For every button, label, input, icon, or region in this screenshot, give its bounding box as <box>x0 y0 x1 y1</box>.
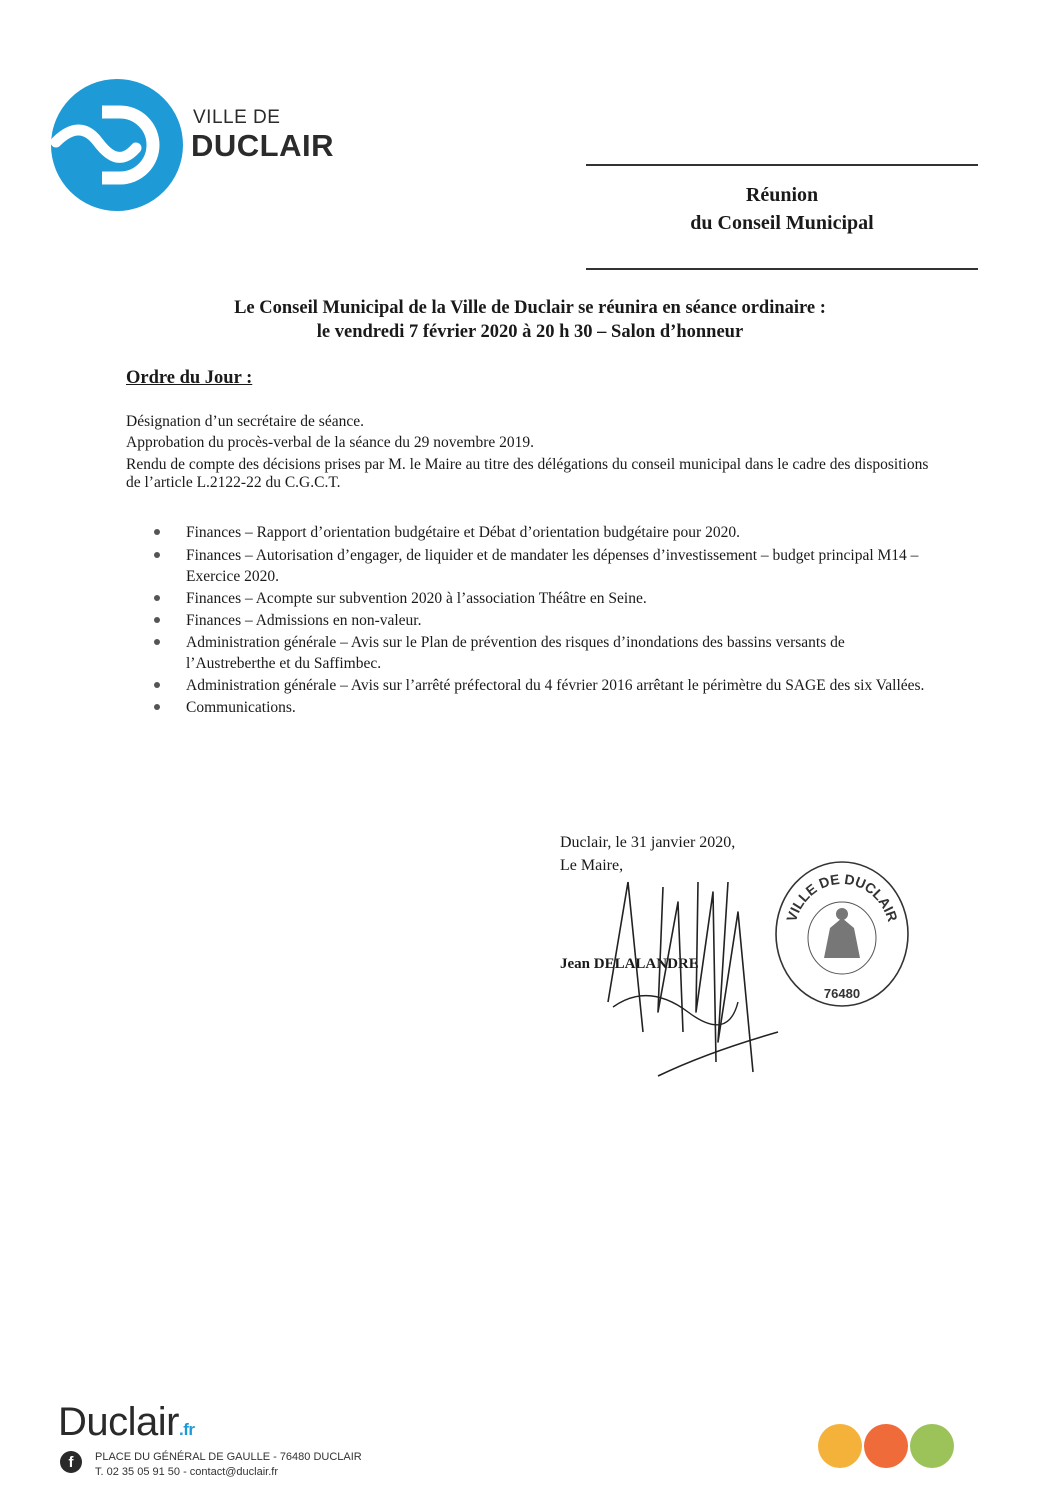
agenda-item <box>154 675 934 696</box>
bullet-icon <box>154 595 160 601</box>
agenda-item <box>154 697 934 718</box>
header-bottom-rule <box>586 268 978 270</box>
bullet-icon <box>154 529 160 535</box>
agenda-item <box>154 610 934 631</box>
agenda-item-text: Communications. <box>186 699 296 716</box>
handwritten-signature-icon <box>588 862 788 1092</box>
header-title-line-2: du Conseil Municipal <box>690 212 874 234</box>
header-top-rule <box>586 164 978 166</box>
agenda-item <box>154 588 934 609</box>
official-stamp-icon <box>772 858 912 1008</box>
agenda-item-text: Administration générale – Avis sur l’arrêté préfectoral du 4 février 2016 arrêtant le périmètre du SAGE des six Vallées. <box>186 677 925 694</box>
agenda-item <box>154 545 934 587</box>
intro-line-1: Le Conseil Municipal de la Ville de Duclair se réunira en séance ordinaire : <box>234 298 826 318</box>
signature-name: Jean DELALANDRE <box>560 956 699 972</box>
duclair-logo-icon <box>50 78 185 213</box>
logo-line-2: DUCLAIR <box>191 128 334 163</box>
fruit-badge-icon <box>818 1424 862 1468</box>
facebook-icon[interactable]: f <box>60 1451 82 1473</box>
agenda-item <box>154 632 934 674</box>
bullet-icon <box>154 704 160 710</box>
footer-contact: T. 02 35 05 91 50 - contact@duclair.fr <box>95 1466 278 1478</box>
agenda-paragraph: Approbation du procès-verbal de la séance du 29 novembre 2019. <box>126 434 535 451</box>
stamp-top-text: VILLE DE DUCLAIR <box>783 870 901 924</box>
bullet-icon <box>154 617 160 623</box>
stamp-bottom-text: 76480 <box>823 986 861 1001</box>
signature-title: Le Maire, <box>560 857 624 874</box>
bird-badge-icon <box>864 1424 908 1468</box>
bullet-icon <box>154 639 160 645</box>
agenda-item-text: Finances – Acompte sur subvention 2020 à l’association Théâtre en Seine. <box>186 590 647 607</box>
agenda-item-text: Finances – Autorisation d’engager, de liquider et de mandater les dépenses d’investissement – budget principal M14 – Exercice 2020. <box>186 547 919 585</box>
footer-brand-name: Duclair <box>58 1400 179 1444</box>
agenda-item-text: Finances – Rapport d’orientation budgétaire et Débat d’orientation budgétaire pour 2020. <box>186 524 740 541</box>
bullet-icon <box>154 552 160 558</box>
logo-line-1: VILLE DE <box>193 107 281 128</box>
footer-brand <box>58 1400 194 1445</box>
intro-line-2: le vendredi 7 février 2020 à 20 h 30 – Salon d’honneur <box>316 322 744 342</box>
agenda-item-text: Finances – Admissions en non-valeur. <box>186 612 422 629</box>
agenda-title: Ordre du Jour : <box>126 368 253 388</box>
agenda-paragraph: Désignation d’un secrétaire de séance. <box>126 413 364 430</box>
footer-address: PLACE DU GÉNÉRAL DE GAULLE - 76480 DUCLAIR <box>95 1451 362 1463</box>
bullet-icon <box>154 682 160 688</box>
agenda-item-text: Administration générale – Avis sur le Plan de prévention des risques d’inondations des bassins versants de l’Austreberthe et du Saffimbec. <box>186 634 845 672</box>
fish-badge-icon <box>910 1424 954 1468</box>
agenda-item <box>154 522 934 543</box>
agenda-paragraph: Rendu de compte des décisions prises par M. le Maire au titre des délégations du conseil municipal dans le cadre des dispositions de l’article L.2122-22 du C.G.C.T. <box>126 456 929 491</box>
footer-brand-tld: .fr <box>178 1420 195 1439</box>
signature-date: Duclair, le 31 janvier 2020, <box>560 834 736 851</box>
agenda-list <box>154 522 934 718</box>
header-title-line-1: Réunion <box>745 184 819 206</box>
